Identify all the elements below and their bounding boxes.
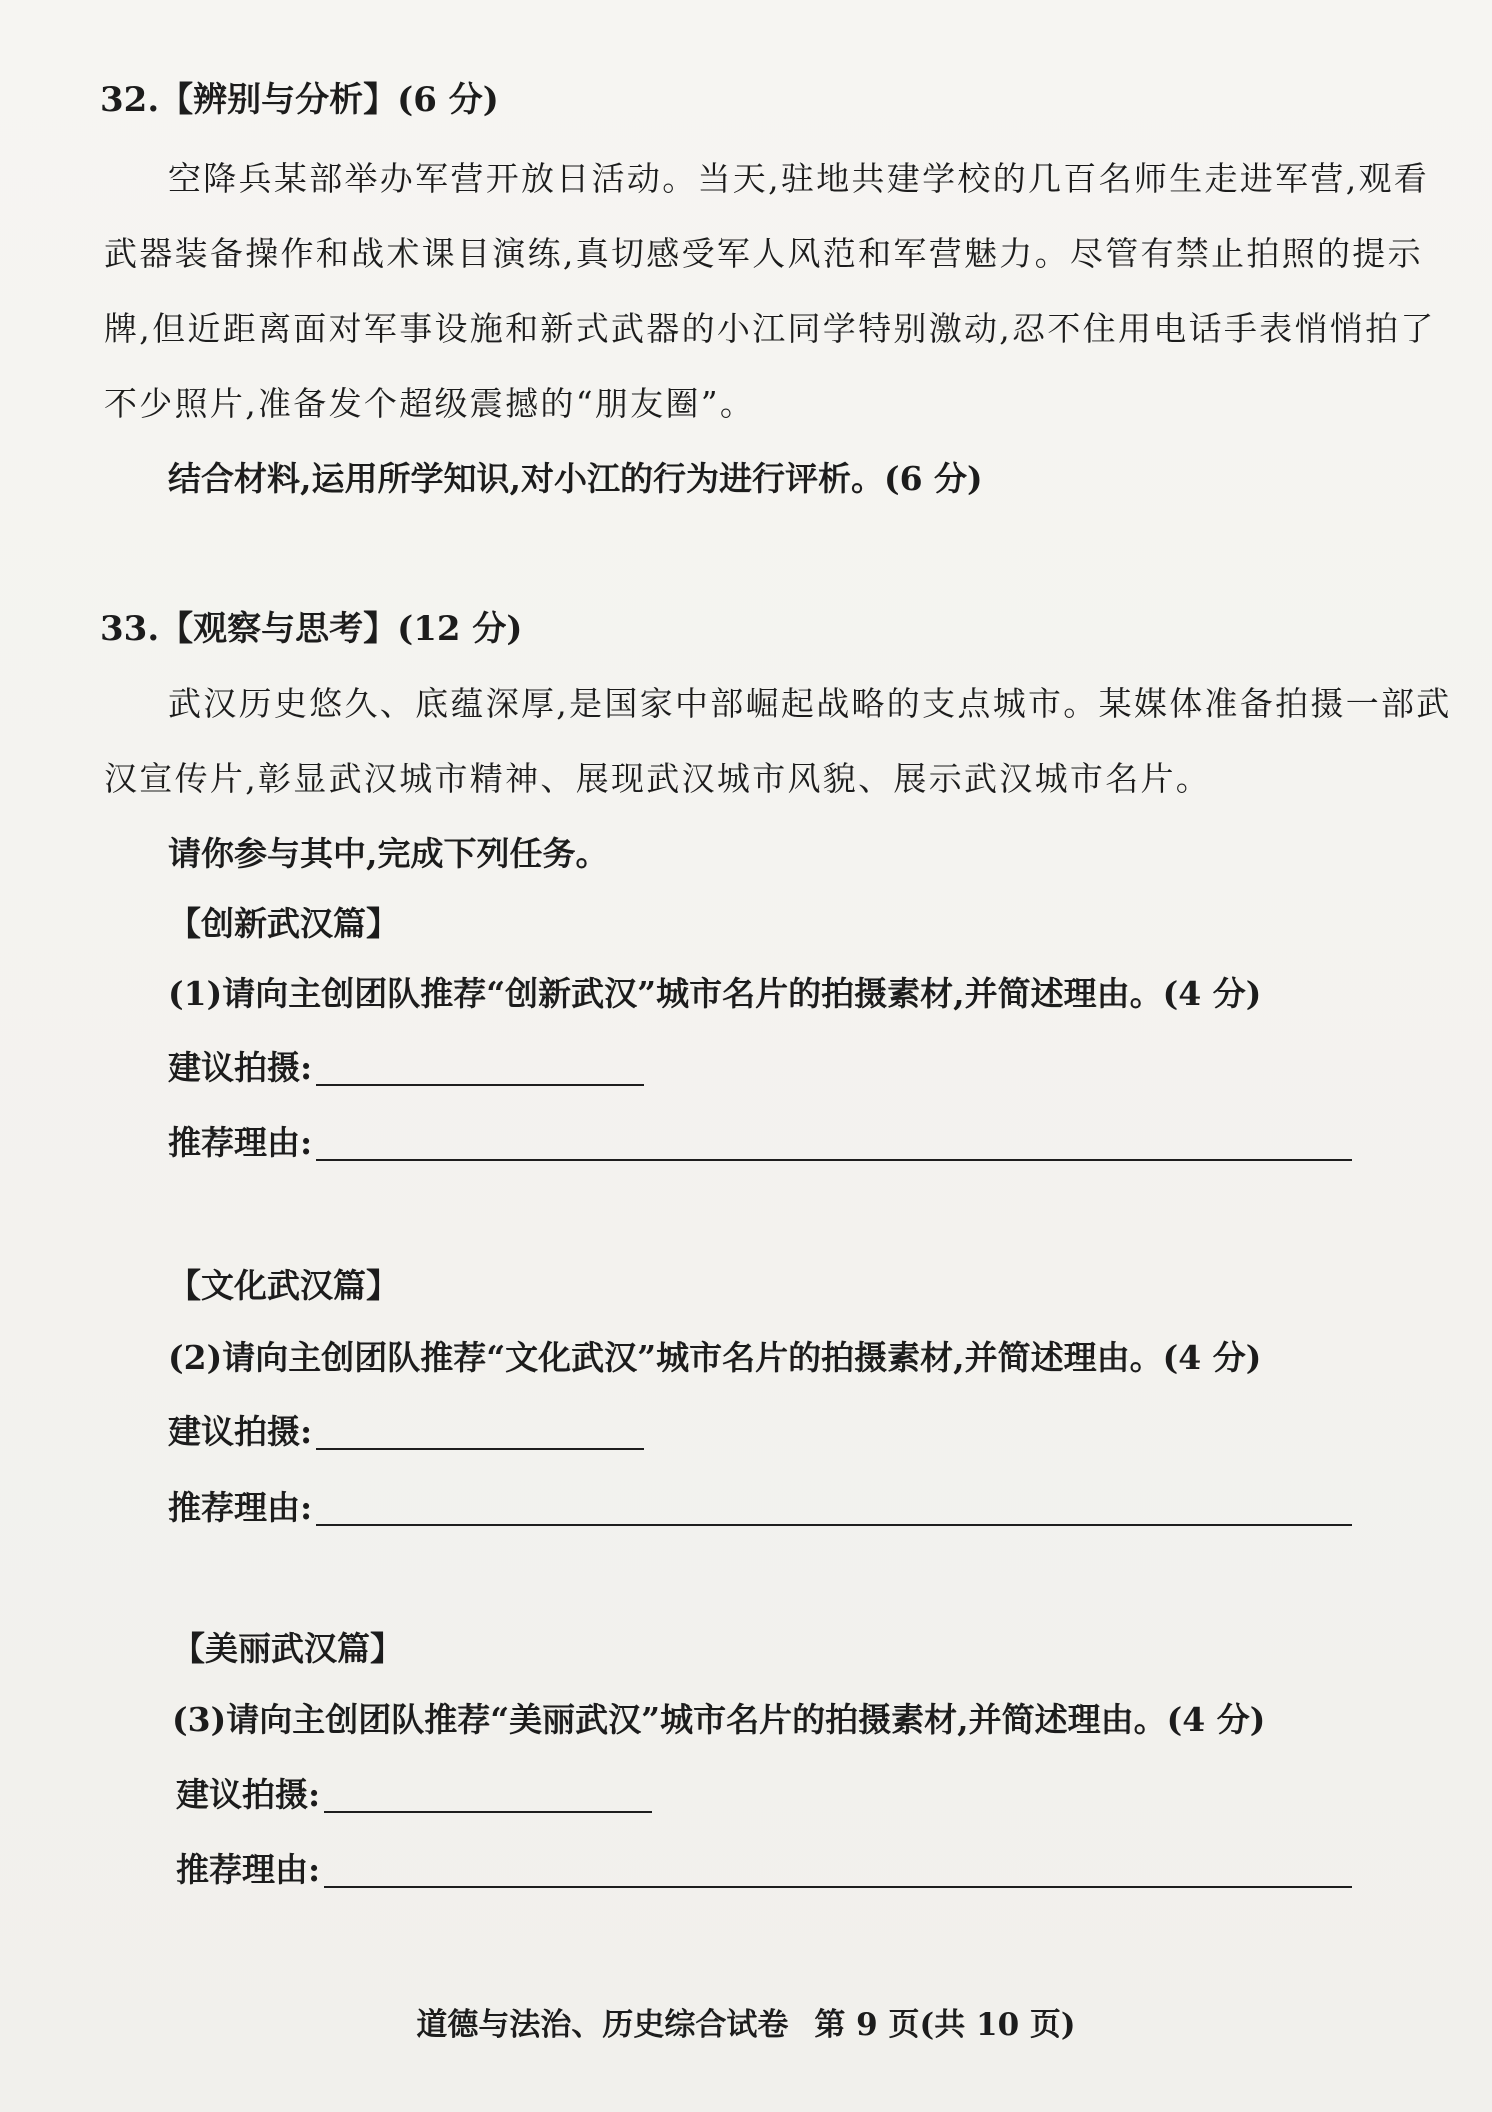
q33-material-line-2: 汉宣传片,彰显武汉城市精神、展现武汉城市风貌、展示武汉城市名片。: [104, 759, 1212, 798]
section-2-suggest-blank[interactable]: [316, 1414, 644, 1450]
section-2-reason-label: 推荐理由:: [168, 1488, 313, 1527]
section-1-heading: 【创新武汉篇】: [168, 904, 399, 943]
q32-material-line-1: 空降兵某部举办军营开放日活动。当天,驻地共建学校的几百名师生走进军营,观看: [168, 159, 1430, 198]
section-3-question: (3)请向主创团队推荐“美丽武汉”城市名片的拍摄素材,并简述理由。(4 分): [172, 1700, 1266, 1739]
q32-title: 32.【辨别与分析】(6 分): [100, 80, 499, 120]
section-2-reason-blank[interactable]: [316, 1490, 1352, 1526]
q33-title: 33.【观察与思考】(12 分): [100, 609, 523, 649]
section-2-question: (2)请向主创团队推荐“文化武汉”城市名片的拍摄素材,并简述理由。(4 分): [168, 1338, 1262, 1377]
section-1-suggest-label: 建议拍摄:: [168, 1048, 313, 1087]
section-3-heading: 【美丽武汉篇】: [172, 1629, 403, 1668]
q33-task: 请你参与其中,完成下列任务。: [168, 834, 609, 873]
q32-question: 结合材料,运用所学知识,对小江的行为进行评析。(6 分): [168, 459, 983, 498]
footer-exam-name: 道德与法治、历史综合试卷: [416, 2007, 789, 2043]
section-3-suggest-blank[interactable]: [324, 1777, 652, 1813]
q32-material-line-3: 牌,但近距离面对军事设施和新式武器的小江同学特别激动,忍不住用电话手表悄悄拍了: [104, 309, 1436, 348]
section-2-suggest-row: [168, 1410, 644, 1454]
section-1-reason-blank[interactable]: [316, 1125, 1352, 1161]
section-3-reason-label: 推荐理由:: [176, 1850, 321, 1889]
section-1-question: (1)请向主创团队推荐“创新武汉”城市名片的拍摄素材,并简述理由。(4 分): [168, 974, 1262, 1013]
q32-material-line-4: 不少照片,准备发个超级震撼的“朋友圈”。: [104, 384, 756, 423]
section-1-reason-label: 推荐理由:: [168, 1123, 313, 1162]
section-2-heading: 【文化武汉篇】: [168, 1266, 399, 1305]
section-1-reason-row: [168, 1121, 1352, 1165]
section-2-reason-row: [168, 1486, 1352, 1530]
section-3-reason-blank[interactable]: [324, 1852, 1352, 1888]
page-footer: [0, 2005, 1492, 2045]
footer-page-info: 第 9 页(共 10 页): [814, 2007, 1076, 2043]
section-3-reason-row: [176, 1848, 1352, 1892]
q33-material-line-1: 武汉历史悠久、底蕴深厚,是国家中部崛起战略的支点城市。某媒体准备拍摄一部武: [168, 684, 1452, 723]
section-1-suggest-row: [168, 1046, 644, 1090]
section-2-suggest-label: 建议拍摄:: [168, 1412, 313, 1451]
q32-material-line-2: 武器装备操作和战术课目演练,真切感受军人风范和军营魅力。尽管有禁止拍照的提示: [104, 234, 1423, 273]
section-1-suggest-blank[interactable]: [316, 1050, 644, 1086]
section-3-suggest-row: [176, 1773, 652, 1817]
section-3-suggest-label: 建议拍摄:: [176, 1775, 321, 1814]
